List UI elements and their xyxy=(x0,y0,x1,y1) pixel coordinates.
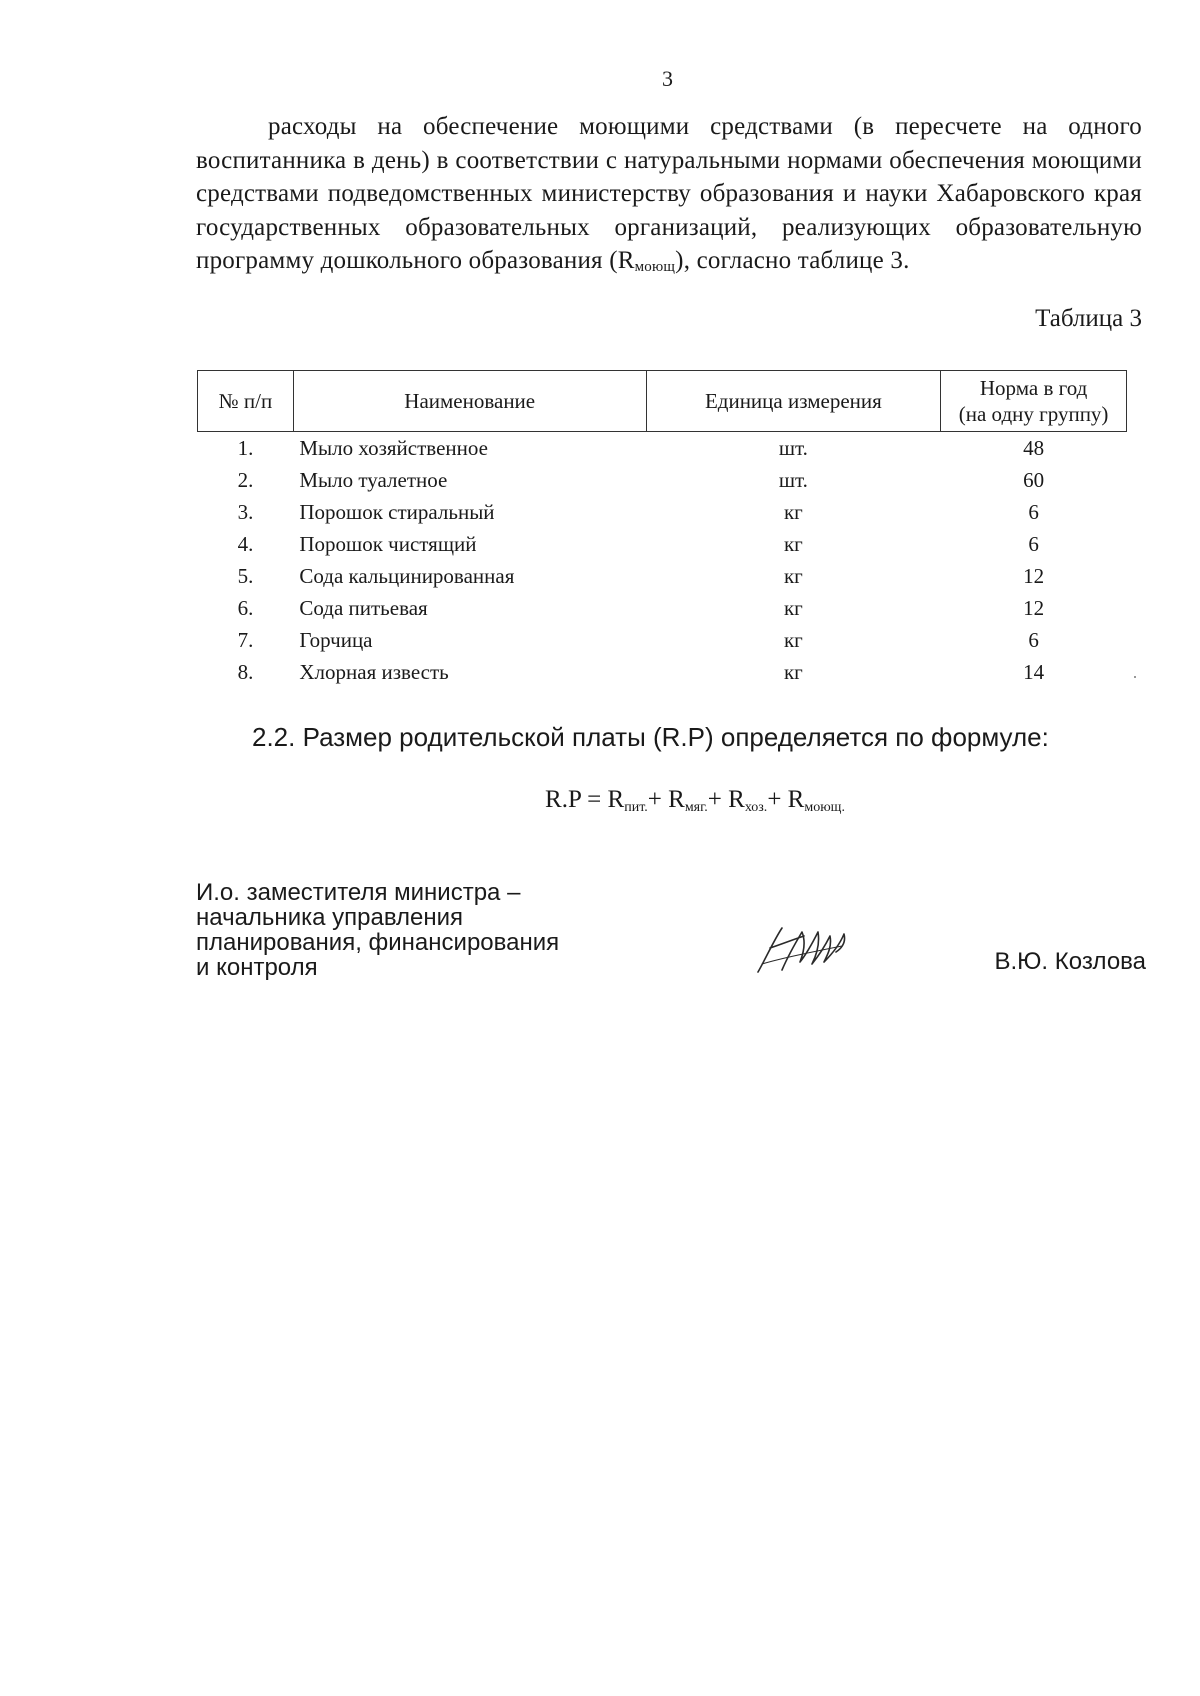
row-value: 48 xyxy=(1023,436,1045,460)
row-unit: шт. xyxy=(778,436,808,460)
row-num: 7. xyxy=(237,628,254,652)
table-row xyxy=(198,496,1127,528)
formula-lhs: R.P = R xyxy=(545,786,625,813)
signer-title-line: начальника управления xyxy=(196,904,464,931)
body-paragraph xyxy=(196,110,1142,278)
signer-name: В.Ю. Козлова xyxy=(994,948,1146,975)
header-norm-line2: (на одну группу) xyxy=(958,402,1109,426)
table-header-row xyxy=(198,371,1127,432)
formula-sub-myag: мяг. xyxy=(684,800,708,815)
row-value: 12 xyxy=(1023,596,1045,620)
row-num: 2. xyxy=(237,468,254,492)
table-row xyxy=(198,656,1127,688)
row-unit: кг xyxy=(783,532,803,556)
table-row xyxy=(198,528,1127,560)
signer-title xyxy=(196,880,559,980)
handwritten-signature xyxy=(752,918,852,978)
row-name: Мыло туалетное xyxy=(299,468,448,492)
norms-table xyxy=(197,370,1127,688)
paragraph-text: расходы на обеспечение моющими средствами (в пересчете на одного воспитанника в день) в соответствии с натуральными нормами обеспечения моющими средствами подведомственных министерству образования и науки Хабаровского края государственных образовательных организаций, реализующих образовательную программу дошкольного образования (R xyxy=(196,113,1142,274)
row-name: Порошок стиральный xyxy=(299,500,495,524)
row-name: Сода кальцинированная xyxy=(299,564,515,588)
row-unit: кг xyxy=(783,564,803,588)
row-value: 60 xyxy=(1023,468,1045,492)
page-number: 3 xyxy=(662,66,673,91)
row-value: 12 xyxy=(1023,564,1045,588)
table-label: Таблица 3 xyxy=(1035,305,1142,332)
row-name: Мыло хозяйственное xyxy=(299,436,488,460)
row-unit: кг xyxy=(783,500,803,524)
row-num: 6. xyxy=(237,596,254,620)
row-unit: кг xyxy=(783,628,803,652)
header-norm xyxy=(941,371,1127,432)
formula-sub-pit: пит. xyxy=(624,800,648,815)
row-unit: кг xyxy=(783,596,803,620)
formula xyxy=(0,786,1200,814)
header-num: № п/п xyxy=(198,371,294,432)
section-2-2: 2.2. Размер родительской платы (R.P) определяется по формуле: xyxy=(252,722,1049,752)
paragraph-subscript: моющ xyxy=(634,259,676,275)
row-value: 6 xyxy=(1028,532,1039,556)
row-num: 5. xyxy=(237,564,254,588)
row-value: 6 xyxy=(1028,628,1039,652)
signer-title-line: И.о. заместителя министра – xyxy=(196,879,521,906)
row-value: 14 xyxy=(1023,660,1045,684)
table-row xyxy=(198,592,1127,624)
formula-sub-moyushch: моющ. xyxy=(804,800,845,815)
formula-plus: + R xyxy=(707,786,745,813)
row-num: 1. xyxy=(237,436,254,460)
signer-title-line: и контроля xyxy=(196,954,318,981)
row-num: 4. xyxy=(237,532,254,556)
table-row xyxy=(198,624,1127,656)
header-name: Наименование xyxy=(293,371,646,432)
header-unit: Единица измерения xyxy=(646,371,941,432)
table-row xyxy=(198,560,1127,592)
row-name: Сода питьевая xyxy=(299,596,428,620)
row-num: 8. xyxy=(237,660,254,684)
signer-title-line: планирования, финансирования xyxy=(196,929,560,956)
formula-plus: + R xyxy=(647,786,685,813)
row-name: Хлорная известь xyxy=(299,660,449,684)
table-row xyxy=(198,432,1127,465)
header-norm-line1: Норма в год xyxy=(979,376,1088,400)
row-unit: кг xyxy=(783,660,803,684)
row-name: Порошок чистящий xyxy=(299,532,477,556)
row-value: 6 xyxy=(1028,500,1039,524)
row-num: 3. xyxy=(237,500,254,524)
row-name: Горчица xyxy=(299,628,373,652)
scan-speck xyxy=(1134,676,1136,678)
formula-plus: + R xyxy=(767,786,805,813)
row-unit: шт. xyxy=(778,468,808,492)
table-row xyxy=(198,464,1127,496)
paragraph-text-end: ), согласно таблице 3. xyxy=(675,247,910,274)
formula-sub-khoz: хоз. xyxy=(744,800,768,815)
